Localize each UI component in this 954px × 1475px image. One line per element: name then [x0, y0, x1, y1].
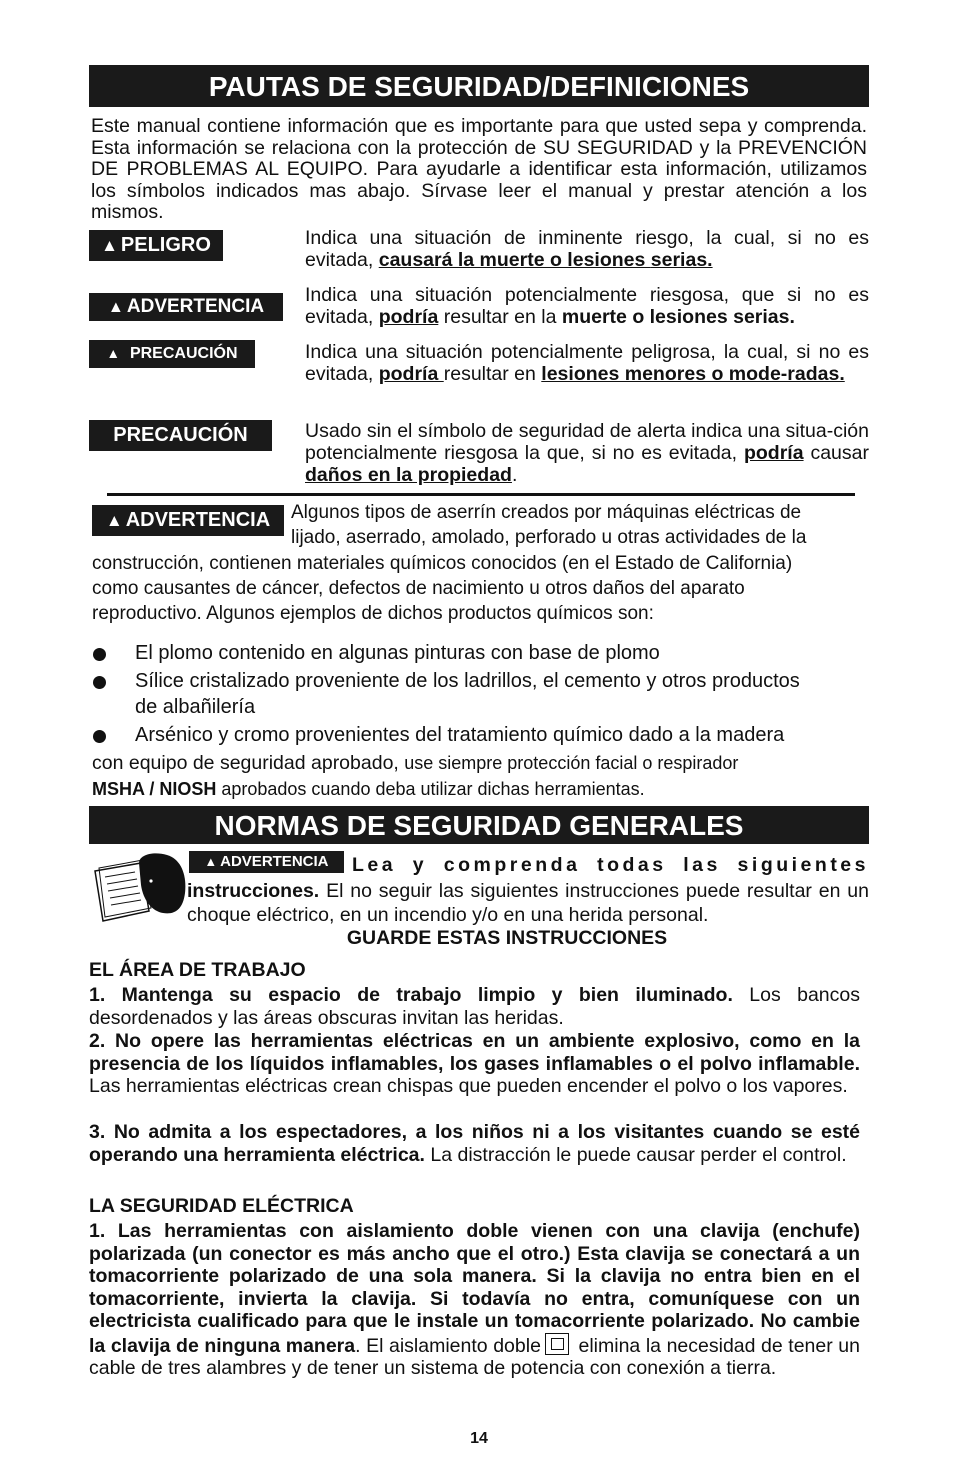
advertencia-description: Indica una situación potencialmente riesgosa, que si no es evitada, podría resultar en la muerte o lesiones serias. — [305, 284, 869, 328]
general-lead-1: Lea y comprenda todas las siguientes — [352, 854, 869, 876]
california-line-2: lijado, aserrado, amolado, perforado u otras actividades de la — [291, 527, 807, 548]
double-insulation-icon — [545, 1333, 569, 1355]
work-rule-2: 2. No opere las herramientas eléctricas en un ambiente explosivo, como en la presencia de los líquidos inflamables, los gases inflamables o el polvo inflamable. Las herramientas eléctricas crean chispas que pueden encender el polvo o los vapores. — [89, 1030, 860, 1097]
electrical-safety-heading: LA SEGURIDAD ELÉCTRICA — [89, 1195, 354, 1217]
advertencia-label: ▲ ADVERTENCIA — [89, 293, 283, 321]
electrical-rule-1: 1. Las herramientas con aislamiento doble vienen con una clavija (enchufe) polarizada (un conector es más ancho que el otro.) Esta clavija se conectará a un tomacorriente polarizado de una sola manera. Si la clavija no entra bien en el tomacorriente, invierta la clavija. Si todavía no entra, comuníquese con un electricista cualificado para que le instale un tomacorriente polarizado. No cambie la clavija de ninguna manera. El aislamiento doble elimina la necesidad de tener un cable de tres alambres y de tener un sistema de potencia con conexión a tierra. — [89, 1220, 860, 1379]
peligro-description: Indica una situación de inminente riesgo, la cual, si no es evitada, causará la muerte o lesiones serias. — [305, 227, 869, 271]
alert-triangle-icon: ▲ — [107, 298, 124, 316]
bullet-dot-icon — [93, 648, 106, 661]
work-rule-1: 1. Mantenga su espacio de trabajo limpio y bien iluminado. Los bancos desordenados y las áreas obscuras invitan las heridas. — [89, 984, 860, 1029]
precaucion-alert-label: ▲ PRECAUCIÓN — [89, 340, 255, 368]
precaucion-label: PRECAUCIÓN — [89, 420, 272, 451]
read-manual-icon — [91, 853, 186, 925]
california-tail-2: MSHA / NIOSH aprobados cuando deba utilizar dichas herramientas. — [92, 779, 645, 799]
work-area-heading: EL ÁREA DE TRABAJO — [89, 959, 306, 981]
peligro-label: ▲ PELIGRO — [89, 230, 223, 261]
page-number: 14 — [470, 1430, 488, 1447]
california-line-5: reproductivo. Algunos ejemplos de dichos productos químicos son: — [92, 603, 654, 624]
california-line-3: construcción, contienen materiales químicos conocidos (en el Estado de California) — [92, 553, 793, 574]
section-banner-general-rules: NORMAS DE SEGURIDAD GENERALES — [89, 806, 869, 844]
keep-instructions: GUARDE ESTAS INSTRUCCIONES — [346, 927, 668, 949]
bullet-dot-icon — [93, 676, 106, 689]
california-tail-1: con equipo de seguridad aprobado, use siempre protección facial o respirador — [92, 752, 739, 774]
general-advertencia-label: ▲ ADVERTENCIA — [189, 851, 344, 873]
alert-triangle-icon: ▲ — [101, 236, 118, 255]
california-line-1: Algunos tipos de aserrín creados por máquinas eléctricas de — [291, 502, 802, 523]
alert-triangle-icon: ▲ — [106, 346, 120, 361]
general-lead-2: instrucciones. El no seguir las siguientes instrucciones puede resultar en un choque eléctrico, en un incendio y/o en una herida personal. — [187, 880, 869, 926]
bullet-dot-icon — [93, 730, 106, 743]
section-banner-definitions: PAUTAS DE SEGURIDAD/DEFINICIONES — [89, 65, 869, 107]
alert-triangle-icon: ▲ — [204, 854, 218, 869]
precaucion-description: Usado sin el símbolo de seguridad de alerta indica una situa-ción potencialmente riesgosa la que, si no es evitada, podría causar daños en la propiedad. — [305, 420, 869, 486]
alert-triangle-icon: ▲ — [105, 511, 123, 530]
precaucion-alert-description: Indica una situación potencialmente peligrosa, la cual, si no es evitada, podría resultar en lesiones menores o mode-radas. — [305, 341, 869, 385]
intro-paragraph: Este manual contiene información que es importante para que usted sepa y comprenda. Esta información se relaciona con la protección de SU SEGURIDAD y la PREVENCIÓN DE PROBLEMAS AL EQUIPO. Para ayudarle a identificar esta información, utilizamos los símbolos indicados mas abajo. Sírvase leer el manual y prestar atención a los mismos. — [91, 115, 867, 223]
california-advertencia-label: ▲ ADVERTENCIA — [92, 505, 284, 536]
divider-rule — [107, 493, 855, 496]
work-rule-3: 3. No admita a los espectadores, a los niños ni a los visitantes cuando se esté operando una herramienta eléctrica. La distracción le puede causar perder el control. — [89, 1121, 860, 1166]
california-line-4: como causantes de cáncer, defectos de nacimiento u otros daños del aparato — [92, 578, 745, 599]
